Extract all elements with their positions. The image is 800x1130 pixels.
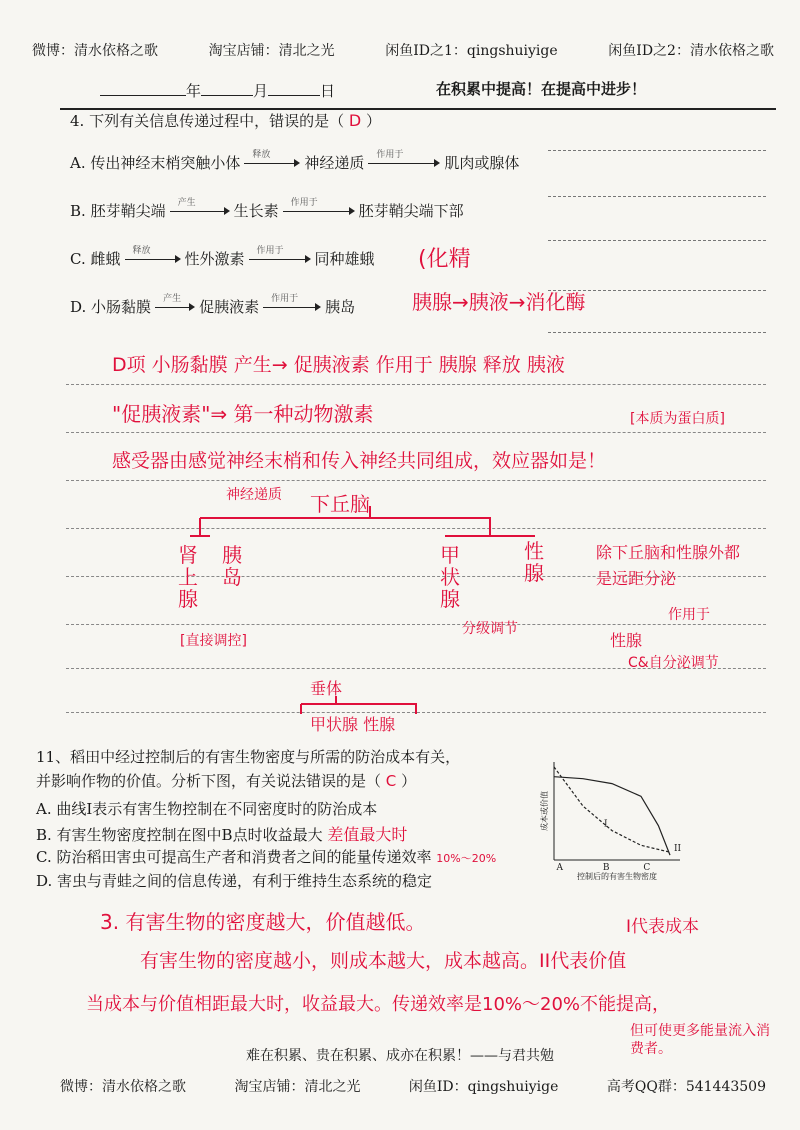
- q11-option-b-text: B. 有害生物密度控制在图中B点时收益最大: [36, 826, 323, 844]
- month-blank: [201, 81, 253, 96]
- option-node: 传出神经末梢突触小体: [90, 154, 241, 172]
- q4-option-d: [70, 293, 356, 317]
- footer-xianyu: 闲鱼ID：qingshuiyige: [408, 1079, 559, 1095]
- option-node: 小肠黏膜: [91, 298, 152, 316]
- option-node: 胚芽鞘尖端: [90, 202, 166, 220]
- hand-line-1: D项 小肠黏膜 产生→ 促胰液素 作用于 胰腺 释放 胰液: [112, 354, 565, 376]
- arrow-icon: [283, 197, 355, 216]
- footer-weibo: 微博：清水依格之歌: [60, 1079, 186, 1095]
- arrow-label: 作用于: [271, 293, 299, 304]
- q4-answer-mark: D: [348, 111, 362, 130]
- x-tick-label: C: [643, 863, 651, 873]
- arrow-label: 作用于: [256, 245, 284, 256]
- q11-answer-mark: C: [385, 772, 397, 790]
- arrow-label: 释放: [132, 245, 151, 256]
- tree-left-child: 胰岛: [222, 543, 242, 589]
- day-blank: [268, 81, 320, 96]
- q4-option-a: [70, 149, 520, 173]
- option-letter: B.: [70, 201, 86, 220]
- arrow-icon: [249, 245, 311, 264]
- ruled-line: [548, 332, 766, 333]
- series-label-II: II: [674, 844, 682, 855]
- q11-option-c-text: C. 防治稻田害虫可提高生产者和消费者之间的能量传递效率: [36, 848, 432, 866]
- arrow-icon: [368, 149, 440, 168]
- q11-option-c: [36, 846, 496, 867]
- header-xianyu2: 闲鱼ID之2：清水依格之歌: [608, 43, 774, 59]
- tree-right-note: 分级调节: [462, 621, 518, 637]
- hand-side-note-1: 除下丘脑和性腺外都是远距分泌: [596, 543, 741, 588]
- option-node: 胰岛: [325, 298, 356, 316]
- tree-left-child: 肾上腺: [178, 543, 198, 611]
- tree-left-note: [直接调控]: [180, 633, 247, 649]
- hand-line-6-note: 但可使更多能量流入消费者。: [630, 1023, 770, 1057]
- year-blank: [100, 81, 186, 96]
- page-footer: [60, 1076, 766, 1096]
- hand-side-note-4: C&自分泌调节: [628, 655, 719, 671]
- series-label-I: I: [604, 819, 608, 830]
- tree-root: 下丘脑: [310, 492, 370, 516]
- option-letter: A.: [70, 153, 86, 172]
- q4-stem: 4. 下列有关信息传递过程中，错误的是（ D ）: [70, 111, 381, 130]
- hand-d-note: 胰腺→胰液→消化酶: [412, 290, 586, 314]
- option-node: 同种雄蛾: [314, 250, 375, 268]
- date-line: [100, 80, 335, 101]
- y-axis-label: 成本或价值: [540, 791, 549, 831]
- hand-side-note-2: 作用于: [668, 607, 710, 623]
- q11-stem-1: 11、稻田中经过控制后的有害生物密度与所需的防治成本有关，: [36, 748, 461, 766]
- arrow-icon: [125, 245, 181, 264]
- arrow-label: 产生: [163, 293, 182, 304]
- motto: 在积累中提高！在提高中进步！: [436, 80, 647, 98]
- ruled-line: [66, 624, 766, 625]
- x-tick-label: B: [602, 863, 610, 873]
- option-node: 神经递质: [304, 154, 365, 172]
- q4-option-c: [70, 245, 375, 269]
- series-line-II: [554, 777, 670, 855]
- ruled-line: [548, 196, 766, 197]
- day-label: 日: [320, 82, 336, 100]
- q11-option-a: A. 曲线Ⅰ表示有害生物控制在不同密度时的防治成本: [36, 800, 378, 818]
- q11-stem-2-text: 并影响作物的价值。分析下图，有关说法错误的是（: [36, 772, 382, 790]
- header-weibo: 微博：清水依格之歌: [32, 43, 158, 59]
- ruled-line: [548, 240, 766, 241]
- ruled-line: [66, 480, 766, 481]
- option-node: 雌蛾: [90, 250, 121, 268]
- q11-option-d: D. 害虫与青蛙之间的信息传递，有利于维持生态系统的稳定: [36, 872, 433, 890]
- header-taobao: 淘宝店铺：清北之光: [208, 43, 335, 59]
- series-line-I: [554, 767, 670, 852]
- ruled-line: [548, 290, 766, 291]
- q11-option-b: [36, 822, 407, 845]
- hand-line-3: 感受器由感觉神经末梢和传入神经共同组成，效应器如是！: [112, 450, 607, 472]
- footer-taobao: 淘宝店铺：清北之光: [234, 1079, 361, 1095]
- q11-note-c: 10%～20%: [436, 852, 497, 865]
- hand-side-note-3: 性腺: [610, 631, 643, 650]
- arrow-label: 作用于: [376, 149, 404, 160]
- option-node: 性外激素: [184, 250, 245, 268]
- ruled-line: [66, 432, 766, 433]
- option-letter: D.: [70, 297, 87, 316]
- subtree-root: 垂体: [310, 679, 343, 698]
- hand-line-4: 3. 有害生物的密度越大，价值越低。: [100, 910, 426, 934]
- arrow-icon: [155, 293, 195, 312]
- month-label: 月: [253, 82, 269, 100]
- arrow-label: 作用于: [290, 197, 318, 208]
- arrow-label: 产生: [177, 197, 196, 208]
- arrow-icon: [263, 293, 321, 312]
- ruled-line: [66, 384, 766, 385]
- ruled-line: [548, 150, 766, 151]
- hand-line-2-note: [本质为蛋白质]: [630, 411, 725, 427]
- year-label: 年: [186, 82, 202, 100]
- arrow-icon: [170, 197, 230, 216]
- option-node: 促胰液素: [199, 298, 260, 316]
- chart-svg: [538, 752, 688, 880]
- hand-c-note: (化精: [418, 247, 471, 272]
- tree-right-child: 性腺: [524, 539, 544, 585]
- hand-line-5: 有害生物的密度越小，则成本越大，成本越高。II代表价值: [140, 950, 627, 972]
- x-axis-label: 控制后的有害生物密度: [577, 872, 657, 880]
- subtree-children: 甲状腺 性腺: [310, 715, 396, 734]
- q11-stem-2: 并影响作物的价值。分析下图，有关说法错误的是（ C ）: [36, 772, 417, 790]
- q4-option-b: [70, 197, 464, 221]
- hand-line-2: "促胰液素"⇒ 第一种动物激素: [112, 402, 374, 426]
- header-xianyu1: 闲鱼ID之1：qingshuiyige: [385, 43, 558, 59]
- footer-motto: 难在积累、贵在积累、成亦在积累！——与君共勉: [246, 1048, 554, 1064]
- footer-qq: 高考QQ群：541443509: [606, 1079, 766, 1095]
- arrow-icon: [244, 149, 300, 168]
- tree-right-child: 甲状腺: [440, 543, 460, 611]
- option-node: 生长素: [233, 202, 279, 220]
- option-node: 肌肉或腺体: [444, 154, 520, 172]
- page-header: [32, 40, 774, 60]
- option-node: 胚芽鞘尖端下部: [358, 202, 464, 220]
- q11-chart: [538, 752, 688, 880]
- option-letter: C.: [70, 249, 86, 268]
- hand-line-4-note: I代表成本: [626, 917, 700, 937]
- arrow-label: 释放: [252, 149, 271, 160]
- q11-note-b: 差值最大时: [327, 825, 408, 844]
- tree-root-label: 神经递质: [226, 487, 282, 503]
- hand-line-6: 当成本与价值相距最大时，收益最大。传递效率是10%～20%不能提高，: [86, 994, 671, 1015]
- x-tick-label: A: [556, 863, 564, 873]
- q4-stem-text: 4. 下列有关信息传递过程中，错误的是（: [70, 112, 345, 130]
